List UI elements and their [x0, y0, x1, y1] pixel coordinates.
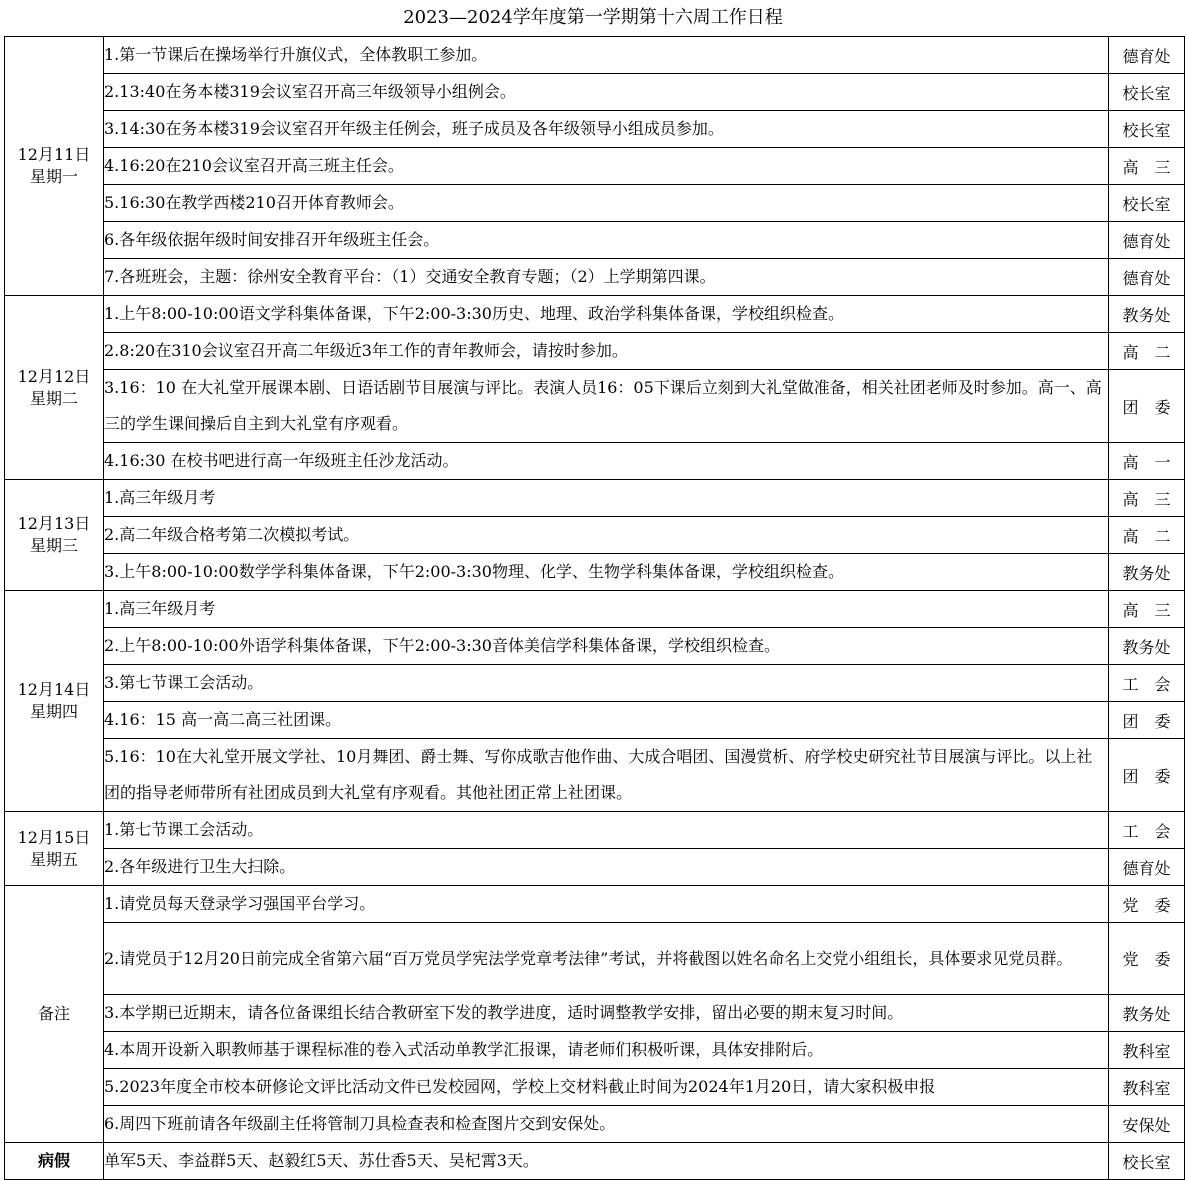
day-weekday: 星期三: [29, 536, 78, 555]
table-row: [5, 185, 1185, 222]
schedule-item: 2.8:20在310会议室召开高二年级近3年工作的青年教师会，请按时参加。: [104, 333, 1109, 370]
table-row: [5, 1032, 1185, 1069]
table-row: [5, 443, 1185, 480]
schedule-item: 4.16:20在210会议室召开高三班主任会。: [104, 148, 1109, 185]
leave-text: 单军5天、李益群5天、赵毅红5天、苏仕香5天、吴杞霄3天。: [104, 1143, 1109, 1180]
note-item: 3.本学期已近期末，请各位备课组长结合教研室下发的教学进度，适时调整教学安排，留出必要的期末复习时间。: [104, 995, 1109, 1032]
day-cell-friday: [5, 812, 104, 886]
schedule-item: 3.16：10 在大礼堂开展课本剧、日语话剧节目展演与评比。表演人员16：05下课后立刻到大礼堂做准备，相关社团老师及时参加。高一、高三的学生课间操后自主到大礼堂有序观看。: [104, 370, 1109, 443]
day-weekday: 星期五: [29, 849, 78, 869]
schedule-item: 2.13:40在务本楼319会议室召开高三年级领导小组例会。: [104, 74, 1109, 111]
dept-cell: 高 二: [1109, 517, 1185, 554]
table-row: [5, 480, 1185, 517]
table-row: [5, 702, 1185, 739]
dept-cell: 教务处: [1109, 995, 1185, 1032]
dept-cell: 德育处: [1109, 37, 1185, 74]
dept-cell: 教务处: [1109, 296, 1185, 333]
table-row: [5, 739, 1185, 812]
dept-cell: 党 委: [1109, 923, 1185, 995]
table-row: [5, 1069, 1185, 1106]
day-cell-wednesday: [5, 480, 104, 591]
day-weekday: 星期二: [29, 388, 78, 408]
day-date: 12月11日: [17, 145, 91, 164]
schedule-item: 2.上午8:00-10:00外语学科集体备课，下午2:00-3:30音体美信学科集体备课，学校组织检查。: [104, 628, 1109, 665]
table-row: [5, 923, 1185, 995]
dept-cell: 校长室: [1109, 74, 1185, 111]
dept-cell: 德育处: [1109, 259, 1185, 296]
table-row: [5, 517, 1185, 554]
dept-cell: 教务处: [1109, 628, 1185, 665]
schedule-item: 3.上午8:00-10:00数学学科集体备课，下午2:00-3:30物理、化学、生物学科集体备课，学校组织检查。: [104, 554, 1109, 591]
dept-cell: 校长室: [1109, 185, 1185, 222]
day-date: 12月14日: [17, 680, 91, 699]
table-row: [5, 259, 1185, 296]
dept-cell: 高 三: [1109, 591, 1185, 628]
schedule-item: 3.14:30在务本楼319会议室召开年级主任例会，班子成员及各年级领导小组成员参加。: [104, 111, 1109, 148]
table-row: [5, 148, 1185, 185]
day-cell-thursday: [5, 591, 104, 812]
note-item: 4.本周开设新入职教师基于课程标准的卷入式活动单教学汇报课，请老师们积极听课，具体安排附后。: [104, 1032, 1109, 1069]
table-row: [5, 591, 1185, 628]
table-row: [5, 74, 1185, 111]
schedule-item: 2.高二年级合格考第二次模拟考试。: [104, 517, 1109, 554]
schedule-table: [4, 36, 1185, 1180]
note-item: 2.请党员于12月20日前完成全省第六届“百万党员学宪法学党章考法律”考试，并将截图以姓名命名上交党小组组长，具体要求见党员群。: [104, 923, 1109, 995]
table-row: [5, 628, 1185, 665]
schedule-item: 1.上午8:00-10:00语文学科集体备课，下午2:00-3:30历史、地理、政治学科集体备课，学校组织检查。: [104, 296, 1109, 333]
day-weekday: 星期一: [29, 167, 78, 186]
dept-cell: 党 委: [1109, 886, 1185, 923]
schedule-item: 5.16:30在教学西楼210召开体育教师会。: [104, 185, 1109, 222]
schedule-item: 1.高三年级月考: [104, 591, 1109, 628]
notes-label-cell: 备注: [5, 886, 104, 1143]
day-date: 12月13日: [17, 514, 91, 533]
dept-cell: 团 委: [1109, 702, 1185, 739]
dept-cell: 团 委: [1109, 739, 1185, 812]
table-row: [5, 849, 1185, 886]
day-date: 12月15日: [17, 827, 91, 847]
table-row: [5, 333, 1185, 370]
table-row: [5, 886, 1185, 923]
schedule-item: 1.第一节课后在操场举行升旗仪式，全体教职工参加。: [104, 37, 1109, 74]
schedule-item: 2.各年级进行卫生大扫除。: [104, 849, 1109, 886]
leave-label-cell: 病假: [5, 1143, 104, 1180]
table-row: [5, 995, 1185, 1032]
dept-cell: 教务处: [1109, 554, 1185, 591]
dept-cell: 工 会: [1109, 812, 1185, 849]
schedule-item: 3.第七节课工会活动。: [104, 665, 1109, 702]
table-row: [5, 37, 1185, 74]
dept-cell: 德育处: [1109, 222, 1185, 259]
table-row: [5, 111, 1185, 148]
dept-cell: 德育处: [1109, 849, 1185, 886]
dept-cell: 团 委: [1109, 370, 1185, 443]
schedule-item: 4.16:30 在校书吧进行高一年级班主任沙龙活动。: [104, 443, 1109, 480]
day-cell-tuesday: [5, 296, 104, 480]
table-row: [5, 222, 1185, 259]
dept-cell: 安保处: [1109, 1106, 1185, 1143]
page-title: 2023—2024学年度第一学期第十六周工作日程: [403, 7, 783, 28]
dept-cell: 高 三: [1109, 148, 1185, 185]
day-weekday: 星期四: [29, 702, 78, 721]
table-row: [5, 370, 1185, 443]
dept-cell: 高 三: [1109, 480, 1185, 517]
schedule-item: 6.各年级依据年级时间安排召开年级班主任会。: [104, 222, 1109, 259]
schedule-item: 5.16：10在大礼堂开展文学社、10月舞团、爵士舞、写你成歌吉他作曲、大成合唱团、国漫赏析、府学校史研究社节目展演与评比。以上社团的指导老师带所有社团成员到大礼堂有序观看。其他社团正常上社团课。: [104, 739, 1109, 812]
dept-cell: 教科室: [1109, 1069, 1185, 1106]
table-row: [5, 812, 1185, 849]
table-row: [5, 554, 1185, 591]
note-item: 5.2023年度全市校本研修论文评比活动文件已发校园网，学校上交材料截止时间为2024年1月20日，请大家积极申报: [104, 1069, 1109, 1106]
dept-cell: 校长室: [1109, 1143, 1185, 1180]
day-cell-monday: [5, 37, 104, 296]
schedule-item: 7.各班班会，主题：徐州安全教育平台：（1）交通安全教育专题；（2）上学期第四课。: [104, 259, 1109, 296]
table-row: [5, 1106, 1185, 1143]
schedule-item: 4.16：15 高一高二高三社团课。: [104, 702, 1109, 739]
table-row: [5, 665, 1185, 702]
table-row: [5, 1143, 1185, 1180]
table-row: [5, 296, 1185, 333]
dept-cell: 高 二: [1109, 333, 1185, 370]
dept-cell: 工 会: [1109, 665, 1185, 702]
day-date: 12月12日: [17, 366, 91, 386]
dept-cell: 校长室: [1109, 111, 1185, 148]
dept-cell: 教科室: [1109, 1032, 1185, 1069]
schedule-item: 1.第七节课工会活动。: [104, 812, 1109, 849]
schedule-item: 1.高三年级月考: [104, 480, 1109, 517]
note-item: 6.周四下班前请各年级副主任将管制刀具检查表和检查图片交到安保处。: [104, 1106, 1109, 1143]
note-item: 1.请党员每天登录学习强国平台学习。: [104, 886, 1109, 923]
dept-cell: 高 一: [1109, 443, 1185, 480]
